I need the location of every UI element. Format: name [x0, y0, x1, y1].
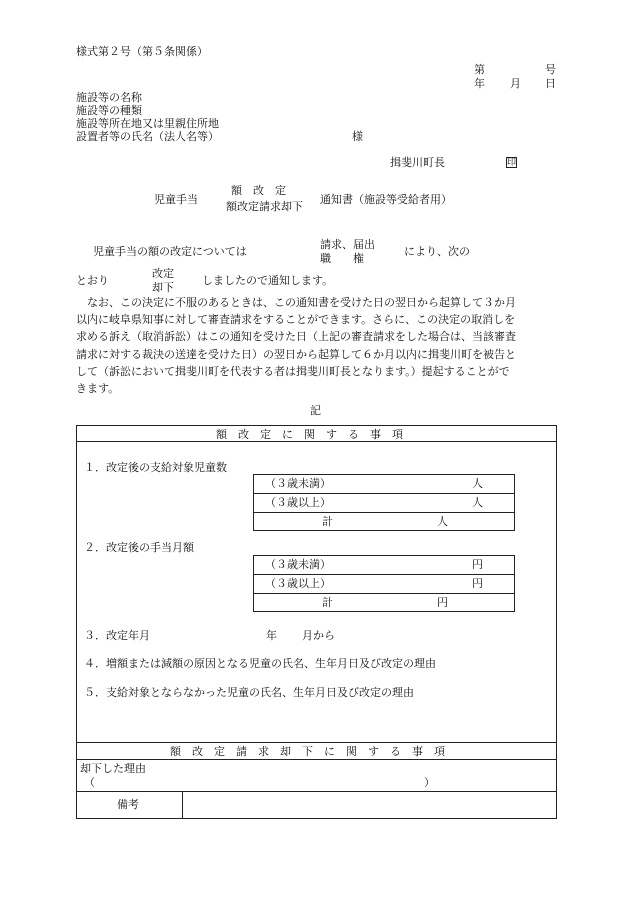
document-number-suffix: 号: [545, 63, 556, 76]
founder-name-label: 設置者等の氏名（法人名等）: [76, 130, 219, 143]
facility-name-label: 施設等の名称: [76, 91, 142, 104]
notice-line: きます。: [76, 382, 120, 396]
divider: [253, 574, 515, 575]
over3-count-label: （３歳以上）: [265, 496, 331, 509]
sentence2-end: しましたので通知します。: [202, 274, 334, 287]
under3-count-unit: 人: [472, 477, 483, 490]
over3-count-unit: 人: [472, 496, 483, 509]
title-left: 児童手当: [154, 193, 198, 206]
sentence1-start: 児童手当の額の改定については: [93, 245, 247, 258]
count-total-unit: 人: [437, 515, 448, 528]
item2-label: ２．改定後の手当月額: [84, 541, 194, 554]
under3-count-label: （３歳未満）: [265, 477, 331, 490]
amount-total-label: 計: [322, 596, 333, 609]
notice-line: 求める訴え（取消訴訟）はこの通知を受けた日（上記の審査請求をした場合は、当該審査: [76, 330, 516, 344]
date-month: 月: [510, 77, 521, 90]
revision-section-title: 額 改 定 に 関 す る 事 項: [216, 428, 403, 441]
notice-line: 請求に対する裁決の送達を受けた日）の翌日から起算して６か月以内に揖斐川町を被告と: [76, 347, 516, 361]
item3-month: 月から: [302, 629, 335, 642]
divider: [76, 759, 557, 760]
item3-label: ３．改定年月: [84, 629, 150, 642]
title-option-revision: 額 改 定: [231, 184, 286, 197]
divider: [182, 791, 183, 819]
item5-label: ５．支給対象とならなかった児童の氏名、生年月日及び改定の理由: [84, 686, 414, 699]
sentence2-option-revised: 改定: [152, 267, 174, 280]
form-number: 様式第２号（第５条関係）: [76, 45, 208, 58]
honorific: 様: [352, 130, 363, 143]
rejection-section-title: 額 改 定 請 求 却 下 に 関 す る 事 項: [170, 745, 445, 758]
item4-label: ４．増額または減額の原因となる児童の氏名、生年月日及び改定の理由: [84, 657, 436, 670]
notice-line: なお、この決定に不服のあるときは、この通知書を受けた日の翌日から起算して３か月: [87, 296, 516, 309]
paren-open: （: [84, 776, 95, 789]
notice-line: 以内に岐阜県知事に対して審査請求をすることができます。さらに、この決定の取消しを: [76, 313, 516, 327]
divider: [76, 742, 557, 743]
item3-year: 年: [266, 629, 277, 642]
divider: [253, 593, 515, 594]
sentence2-start: とおり: [76, 274, 109, 287]
date-day: 日: [545, 77, 556, 90]
count-total-label: 計: [322, 515, 333, 528]
under3-amount-label: （３歳未満）: [265, 558, 331, 571]
item1-label: １．改定後の支給対象児童数: [84, 461, 227, 474]
amount-total-unit: 円: [437, 596, 448, 609]
under3-amount-unit: 円: [472, 558, 483, 571]
paren-close: ）: [424, 776, 435, 789]
issuer-name: 揖斐川町長: [390, 156, 445, 169]
facility-type-label: 施設等の種類: [76, 104, 142, 117]
sentence1-option-request: 請求、届出: [320, 238, 375, 251]
notice-line: して（訴訟において揖斐川町を代表する者は揖斐川町長となります。）提起することがで: [76, 364, 510, 378]
facility-address-label: 施設等所在地又は里親住所地: [76, 117, 219, 130]
divider: [76, 441, 557, 442]
divider: [253, 512, 515, 513]
divider: [76, 791, 557, 792]
title-right: 通知書（施設等受給者用）: [320, 193, 452, 206]
seal-mark: 印: [507, 158, 517, 168]
document-number-prefix: 第: [474, 63, 485, 76]
appeal-notice: [76, 294, 558, 397]
title-option-rejection: 額改定請求却下: [226, 200, 303, 213]
sentence2-option-rejected: 却下: [152, 281, 174, 294]
over3-amount-label: （３歳以上）: [265, 577, 331, 590]
divider: [253, 493, 515, 494]
sentence1-option-ex-officio: 職 権: [320, 252, 364, 265]
date-year: 年: [474, 77, 485, 90]
sentence1-end: により、次の: [404, 245, 470, 258]
ki-heading: 記: [310, 404, 321, 417]
over3-amount-unit: 円: [472, 577, 483, 590]
remarks-label: 備考: [117, 798, 139, 811]
rejection-reason-label: 却下した理由: [80, 762, 146, 775]
